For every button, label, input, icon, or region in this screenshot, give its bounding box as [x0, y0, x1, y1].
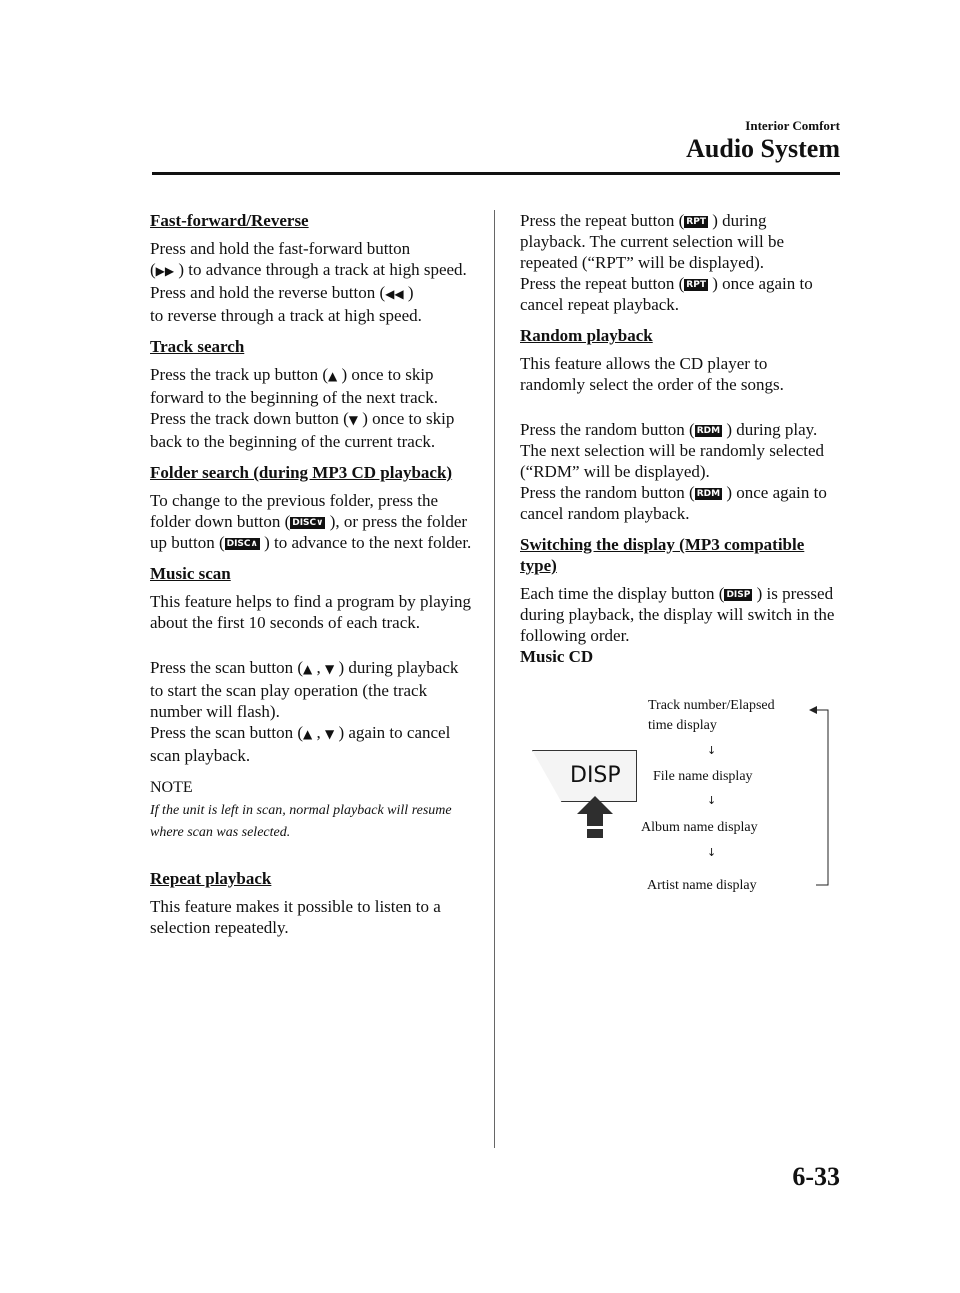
track-up-icon: ▲ [328, 369, 338, 383]
para-repeat-intro: This feature makes it possible to listen to a selection repeatedly. [150, 897, 441, 937]
header-section: Interior Comfort [745, 118, 840, 133]
page-number: 6-33 [792, 1162, 840, 1191]
section-folder-search [150, 462, 475, 553]
section-fast-forward-reverse [150, 210, 475, 326]
section-repeat-playback [150, 868, 475, 938]
fast-forward-icon: ▶▶ [155, 264, 175, 278]
seq-item-file-name: File name display [653, 769, 753, 784]
note-text: If the unit is left in scan, normal playback will resume where scan was selected. [150, 803, 452, 840]
heading-track-search: Track search [150, 337, 245, 356]
left-column [150, 210, 475, 948]
para-fast-forward: Press and hold the fast-forward button (▶▶ ) to advance through a track at high speed. Press and hold the reverse button (◀◀ ) to reverse through a track at high speed. [150, 239, 467, 325]
seq-item-album-name: Album name display [641, 820, 758, 835]
right-column [520, 210, 836, 667]
folder-down-icon: DISC∨ [292, 518, 324, 528]
press-arrow-icon [575, 794, 615, 840]
heading-random-playback: Random playback [520, 326, 653, 345]
header-rule [152, 172, 840, 175]
note-label: NOTE [150, 779, 193, 796]
section-track-search [150, 336, 475, 452]
track-down-icon: ▼ [348, 413, 359, 427]
header-title: Audio System [686, 134, 840, 163]
cycle-return-line [808, 702, 832, 890]
disp-key-label: DISP [570, 763, 621, 788]
display-order-diagram [520, 690, 840, 900]
para-repeat-press: Press the repeat button ( RPT ) during playback. The current selection will be repeated (“RPT” will be displayed). Press the repeat button ( RPT ) once again to cancel repeat playback. [520, 211, 813, 314]
section-random-playback [520, 325, 836, 524]
para-switching-display: Each time the display button ( DISP ) is pressed during playback, the display will switch in the following order. [520, 584, 835, 645]
random-button-icon: RDM [696, 426, 721, 436]
random-button-icon: RDM [696, 489, 721, 499]
para-random-intro: This feature allows the CD player to randomly select the order of the songs. [520, 354, 784, 394]
step-arrow-icon: ↓ [707, 846, 717, 859]
display-button-icon: DISP [726, 590, 751, 600]
reverse-icon: ◀◀ [385, 287, 404, 301]
heading-fast-forward-reverse: Fast-forward/Reverse [150, 211, 309, 230]
folder-up-icon: DISC∧ [226, 539, 258, 549]
step-arrow-icon: ↓ [707, 794, 717, 807]
scan-down-icon: ▼ [324, 662, 335, 676]
scan-up-icon: ▲ [302, 727, 313, 741]
section-switching-display [520, 534, 836, 667]
para-folder-search: To change to the previous folder, press the folder down button ( DISC∨ ), or press the folder up button ( DISC∧ ) to advance to the next folder. [150, 491, 472, 552]
column-divider [494, 210, 495, 1148]
heading-folder-search: Folder search (during MP3 CD playback) [150, 463, 453, 482]
repeat-button-icon: RPT [686, 280, 706, 290]
section-music-scan [150, 563, 475, 844]
heading-switching-display: Switching the display (MP3 compatible type) [520, 535, 805, 575]
heading-music-scan: Music scan [150, 564, 231, 583]
music-cd-label: Music CD [520, 647, 594, 666]
para-music-scan-start: Press the scan button (▲ , ▼ ) during playback to start the scan play operation (the track number will flash). Press the scan button (▲ , ▼ ) again to cancel scan playback. [150, 658, 459, 765]
scan-up-icon: ▲ [302, 662, 313, 676]
para-random-press: Press the random button ( RDM ) during play. The next selection will be randomly selected (“RDM” will be displayed). Press the random button ( RDM ) once again to cancel random playback. [520, 420, 827, 523]
para-track-search: Press the track up button (▲ ) once to skip forward to the beginning of the next track. Press the track down button (▼ ) once to skip back to the beginning of the current track. [150, 365, 455, 451]
scan-down-icon: ▼ [324, 727, 335, 741]
repeat-button-icon: RPT [686, 217, 706, 227]
seq-item-artist-name: Artist name display [647, 878, 757, 893]
para-music-scan-intro: This feature helps to find a program by playing about the first 10 seconds of each track. [150, 592, 472, 632]
heading-repeat-playback: Repeat playback [150, 869, 272, 888]
step-arrow-icon: ↓ [707, 744, 717, 757]
seq-item-track-number: Track number/Elapsed time display [648, 698, 775, 733]
